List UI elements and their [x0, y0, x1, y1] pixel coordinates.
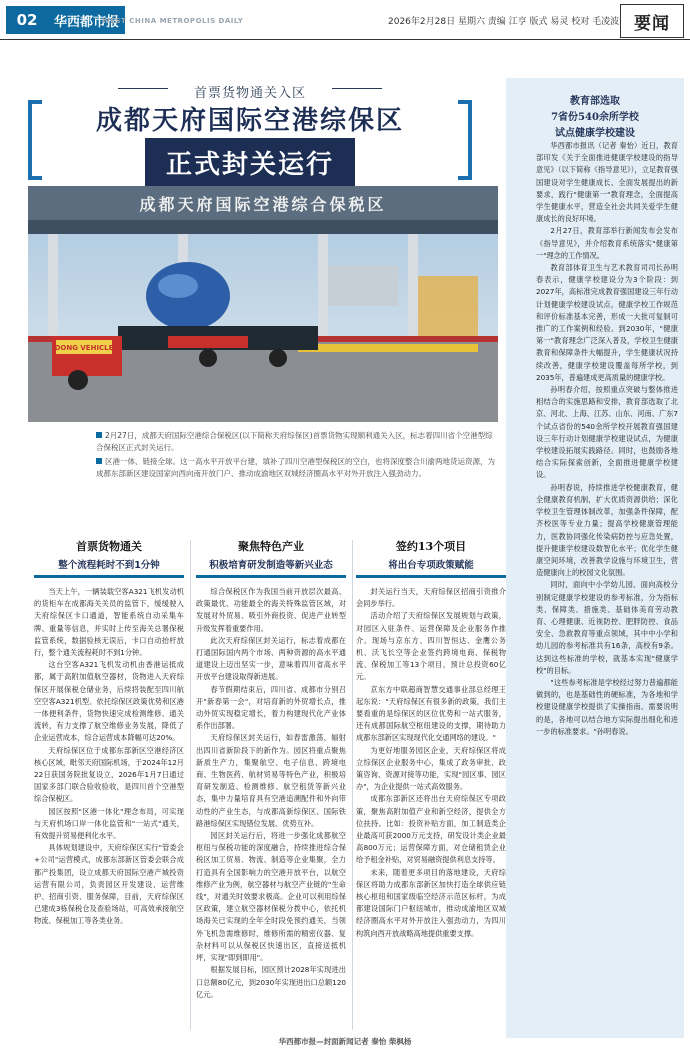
truck-plate: DONG VEHICLE: [54, 344, 114, 352]
column-rule: [34, 575, 184, 578]
paragraph: 京东方中联超商智慧交通事业部总经理王起东说："天府综保区有很多新的政策，我们主要看重的是综保区的区位优势和一站式服务，还有成都国际航空枢纽建设的支撑，期待助力成都东部新区实现现代化交通网络的建设。": [356, 684, 506, 743]
column-subtitle: 整个流程耗时不到1分钟: [58, 560, 160, 571]
column-subtitle: 积极培育研发制造等新兴业态: [209, 560, 333, 571]
column-body: [196, 586, 346, 1001]
column-heading: [196, 538, 346, 586]
paragraph: "这些参考标准是学校经过努力普遍都能做到的，也是基础性的硬标准，为各地和学校建设健康学校提供了实操指南。需要说明的是，各地可以结合地方实际提出细化和进一步的标准要求。"孙明春说。: [536, 677, 678, 736]
lead-photo: [28, 186, 498, 422]
paragraph: 活动介绍了天府综保区发展规划与政策，对园区入驻条件、运营保障及企业服务作推介。现场与京东方、四川智恒达、金鹰公务机、沃飞长空等企业签约跨境电商、保税物流、保税加工等13个项目，预计总投资60亿元。: [356, 611, 506, 682]
paragraph: 天府综保区位于成都东部新区空港经济区核心区域，毗邻天府国际机场，于2024年12月22日获国务院批复设立，2026年1月7日通过国家多部门联合验收验收，是四川首个空港型综合保税区。: [34, 745, 184, 804]
newspaper-logo-en: WEST CHINA METROPOLIS DAILY: [102, 17, 244, 25]
lead-note: 2月27日，成都天府国际空港综合保税区(以下简称天府综保区)首票货物实现顺利通关入区，标志着四川省个空港型综合保税区正式封关运行。: [96, 431, 493, 452]
paragraph: 具体规划建设中，天府综保区实行"管委会+公司"运营模式，成都东部新区管委会联合成都产投集团，设立成都天府国际空港产城投资运营有限公司，负责园区开发建设、运营维护、招商引资、服务保障，目前，天府综保区已建成3栋保税仓及查验场站，可高效承接航空物流、保税加工等各类业务。: [34, 843, 184, 926]
article-kicker: 首票货物通关入区: [193, 86, 306, 101]
gate-sign: 成都天府国际空港综合保税区: [139, 195, 387, 214]
column-rule: [196, 575, 346, 578]
section-label: 要闻: [620, 4, 684, 38]
sidebar-title-line: 试点健康学校建设: [555, 128, 635, 139]
page-footer: 华西都市报—封面新闻记者 秦怡 柴枫杨: [278, 1037, 412, 1046]
paragraph: 天府综保区封关运行，如春雷激荡，辐射出四川省新阶段下的新作为。园区将重点聚焦新质生产力，集聚航空、电子信息、跨境电商、生物医药、航材贸易等特色产业，积极培育研发制造、检测维修、航空租赁等新兴业态，集中力量培育具有空港追溯配件和外向带动性的产业生态，与成都高新综保区、国际铁路港综保区实现错位发展、优势互补。: [196, 733, 346, 828]
paragraph: 教育部体育卫生与艺术教育司司长孙明春表示，健康学校建设分为3个阶段：到2027年，高标准完成教育强国建设三年行动计划健康学校建设试点，健康学校工作规范和评价标准基本完善，形成一大批可复制可推广的工作案例和经验。到2030年，"健康第一"教育理念广泛深入普及，学校卫生健康教育和保障条件大幅提升，学生健康状况持续改善，健康学校建设覆盖每所学校，到2035年，普遍建成更高质量的健康学校。: [536, 263, 678, 382]
page-header: [0, 0, 690, 40]
sidebar-headline: [506, 94, 684, 142]
paragraph: 封关运行当天，天府综保区招商引资推介会同步举行。: [356, 587, 506, 609]
column-divider: [352, 540, 353, 1030]
kicker-rule-right: [332, 88, 382, 89]
paragraph: 孙明春介绍，按照重点突破与整体推进相结合的实施思路和安排，教育部选取了北京、河北、上海、江苏、山东、河南、广东7个试点省份的540余所学校开展教育强国建设三年行动计划健康学校建设试点，为健康学校建设拓展实践路径。同时，也鼓励各地结合实际探索创新，全面推进健康学校建设。: [536, 385, 678, 480]
headline-secondary: 正式封关运行: [145, 138, 355, 186]
column-body: [34, 586, 184, 928]
sidebar-body: [536, 140, 678, 738]
column-title: 签约13个项目: [395, 540, 467, 553]
paragraph: 综合保税区作为我国当前开放层次最高、政策最优、功能最全的海关特殊监管区域，对发展对外贸易、吸引外商投资、促进产业转型升级发挥着重要作用。: [196, 587, 346, 633]
paragraph: 这台空客A321飞机发动机由香港运抵成都，属于高附加值航空器材，货物进入天府综保区开展保税仓储业务，后续将装配至四川航空空客A321机型。依托综保区政策优势和区港一体便利条件，货物快速完成检测维修、通关流转，有力支撑了航空维修业务发展，降低了企业运营成本，综合运营成本降幅可达20%。: [34, 660, 184, 743]
kicker-rule-left: [118, 88, 168, 89]
paragraph: 园区封关运行后，将进一步强化成都航空枢纽与保税功能的深度融合，持续推进综合保税区加工贸易、物流、制造等企业集聚，全力打造具有全国影响力的空港开放平台，以航空维修产业为例，航空器材与航空产业链的"生命线"，对通关时效要求极高。企业可以利用综保区政策，建立航空器材保税分拨中心，依托机场海关已实现的全年全时段免预约通关，当领外飞机急需维修时，维修所需的精密仪器、复杂材料可以从保税区快速出区，直接送抵机坪，实现"即到即用"。: [196, 831, 346, 963]
column-projects: [356, 538, 506, 940]
column-divider: [190, 540, 191, 1030]
issue-meta: 2026年2月28日 星期六 责编 江亨 版式 易灵 校对 毛凌波: [388, 17, 620, 27]
square-bullet-icon: [96, 458, 102, 464]
paragraph: 同时，面向中小学幼儿园、面向高校分别制定健康学校建设的参考标准，分为指标类、保障类、措施类、基础体美育劳动教育、心理健康、近视防控、肥胖防控、食品安全、急救教育等重点领域，其中中小学和幼儿园的参考标准共有16条，高校有9条。达到这些标准的学校，就基本实现"健康学校"的目标。: [536, 580, 678, 675]
column-title: 首票货物通关: [76, 540, 142, 553]
column-body: [356, 586, 506, 940]
lead-notes: [96, 430, 496, 482]
lead-note: 区港一体、链接全球。这一高水平开放平台建，填补了四川空港型保税区的空白，也将深度整合川渝两地货运资源，为成都东部新区建设国家向西向南开放门户、推动成渝地区双城经济圈高水平对外开放注入强劲动力。: [96, 457, 495, 478]
paragraph: 当天上午，一辆装载空客A321飞机发动机的货柜车在成都海关关员的监管下，缓缓驶入天府综保区卡口通道，智能系统自动采集车牌、重量等信息，并实时上传至海关总署保税监管系统，数据验核无误后，卡口自动抬杆放行，整个通关流程耗时不到1分钟。: [34, 587, 184, 658]
headline-bracket-left: [28, 100, 42, 180]
sidebar-title-line: 教育部选取: [570, 96, 620, 107]
column-subtitle: 将出台专项政策赋能: [388, 560, 474, 571]
paragraph: 未来，随着更多项目的落地建设，天府综保区将助力成都东部新区加快打造全球供应链核心枢纽和国家级临空经济示范区标杆，为成都建设国际门户枢纽城市，推动成渝地区双城经济圈高水平对外开放注入强劲动力，为四川构筑向西开放战略高地提供重要支撑。: [356, 867, 506, 938]
headline-primary: 成都天府国际空港综保区: [95, 106, 404, 136]
column-industry: [196, 538, 346, 1001]
column-heading: [356, 538, 506, 586]
customs-gate-illustration: [28, 186, 498, 422]
sidebar-title-line: 7省份540余所学校: [551, 112, 639, 123]
paragraph: 园区按照"区港一体化"理念布局，可实现与天府机场口岸一体化监管和"一站式"通关，有效提升贸易便利化水平。: [34, 806, 184, 841]
paragraph: 2月27日，教育部举行新闻发布会发布《指导意见》，并介绍教育系统落实"健康第一"理念的工作情况。: [536, 226, 678, 260]
paragraph: 成都东部新区还将出台天府综保区专项政策，聚焦高附加值产业和新空经济，提供全方位扶持。比如：投资补贴方面，加工制造类企业最高可获2000万元支持，研发设计类企业最高800万元；运营保障方面，对仓储租赁企业给予租金补贴，对贸易融资提供利息支持等。: [356, 794, 506, 865]
page-number: 02: [6, 6, 48, 34]
paragraph: 孙明春说，持续推进学校健康教育，健全健康教育机制，扩大优质资源供给；深化学校卫生管理体制改革，加强条件保障，配齐校医等专业力量；提高学校健康管理能力，医教协同强化传染病防控与应急处置，提升健康学校建设数智化水平；优化学生健康空间环境，改善教学设施与环境卫生，营造健康向上的校园文化氛围。: [536, 482, 678, 578]
headline-bracket-right: [458, 100, 472, 180]
column-rule: [356, 575, 506, 578]
column-title: 聚焦特色产业: [238, 540, 304, 553]
newspaper-logo: 华西都市报: [48, 6, 125, 34]
column-heading: [34, 538, 184, 586]
paragraph: 华西都市报讯（记者 秦怡）近日，教育部印发《关于全面推进健康学校建设的指导意见》（以下简称《指导意见》），立足教育强国建设对学生健康成长、全面发展提出的新要求，践行"健康第一"教育理念，全面提高学生健康水平，营造全社会共同关爱学生健康成长的良好环境。: [536, 141, 678, 224]
square-bullet-icon: [96, 432, 102, 438]
column-customs: [34, 538, 184, 928]
paragraph: 根据发展目标，园区预计2028年实现进出口总额80亿元，到2030年实现进出口总额120亿元。: [196, 965, 346, 999]
paragraph: 春节假期结束后，四川省、成都市分别召开"新春第一会"，对培育新的外贸增长点，推动外贸实现稳定增长，着力构建现代化产业体系作出部署。: [196, 684, 346, 731]
paragraph: 此次天府综保区封关运行，标志着成都在打通国际国内两个市场、两种资源的高水平通道建设上迈出坚实一步，意味着四川省高水平开放平台建设取得新进展。: [196, 635, 346, 682]
paragraph: 为更好地服务园区企业，天府综保区将成立综保区企业服务中心，集成了政务审批、政策咨询、资源对接等功能，实现"园区事、园区办"，为企业提供一站式高效服务。: [356, 745, 506, 792]
